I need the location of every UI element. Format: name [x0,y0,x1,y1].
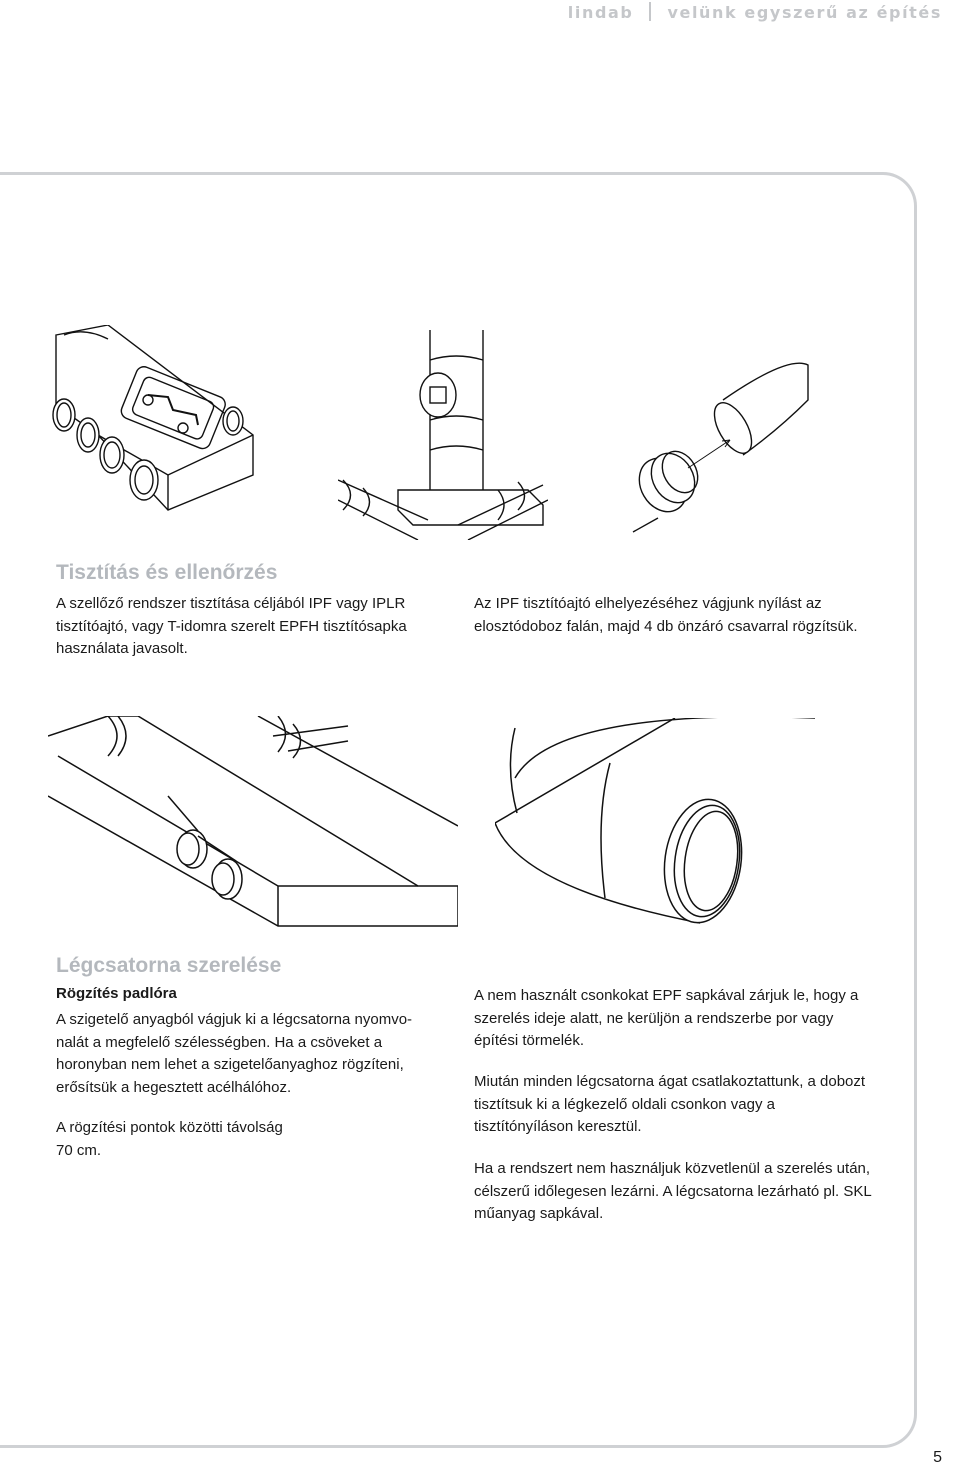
installation-text-left-1-rest: nalát a megfelelő szélességben. Ha a csöveket a horonyban nem lehet a szigetelőanyaghoz rögzíteni, erősítsük a hegesztett acélhálóhoz. [56,1033,404,1096]
vertical-duct-illustration [338,330,548,540]
installation-text-left-2: A rögzítési pontok közötti távolság 70 cm. [56,1119,283,1159]
header-divider [649,2,651,21]
page-header [568,2,942,22]
distribution-box-illustration [48,325,258,515]
subheading-floor-fixing: Rögzítés padlóra [56,985,177,1002]
header-tagline: velünk egyszerű az építés [667,3,942,22]
cleaning-text-right: Az IPF tisztítóajtó elhelyezéséhez vágjunk nyílást az elosztódoboz falán, majd 4 db önzáró csavarral rögzítsük. [474,595,858,635]
pipe-cap-illustration [618,360,818,540]
cleaning-text-left: A szellőző rendszer tisztítása céljából IPF vagy IPLR tisztítóajtó, vagy T-idomra szerelt EPFH tisztítósapka használata javasolt. [56,595,407,657]
installation-text-right-2: Miután minden légcsatorna ágat csatlakoztattunk, a dobozt tisztítsuk ki a légkezelő oldali csonkon vagy a tisztítónyíláson keresztül. [474,1073,866,1135]
installation-text-right-3: Ha a rendszert nem használjuk közvetlenül a szerelés után, célszerű időlegesen lezárni. A légcsatorna lezárható pl. SKL műanyag sapkával. [474,1160,872,1222]
section-title-duct-installation: Légcsatorna szerelése [56,954,282,977]
section-title-cleaning: Tisztítás és ellenőrzés [56,561,278,584]
duct-closeup-illustration [495,718,815,928]
brand-name: lindab [567,3,634,22]
installation-text-right-1: A nem használt csonkokat EPF sapkával zárjuk le, hogy a szerelés ideje alatt, ne kerüljön a rendszerbe por vagy építési törmelék. [474,987,859,1049]
installation-text-left-1 [56,1009,456,1099]
floor-duct-illustration [48,716,458,936]
page-number: 5 [933,1449,942,1466]
installation-text-left-1-line1: A szigetelő anyagból vágjuk ki a légcsatorna nyomvo- [56,1011,413,1028]
